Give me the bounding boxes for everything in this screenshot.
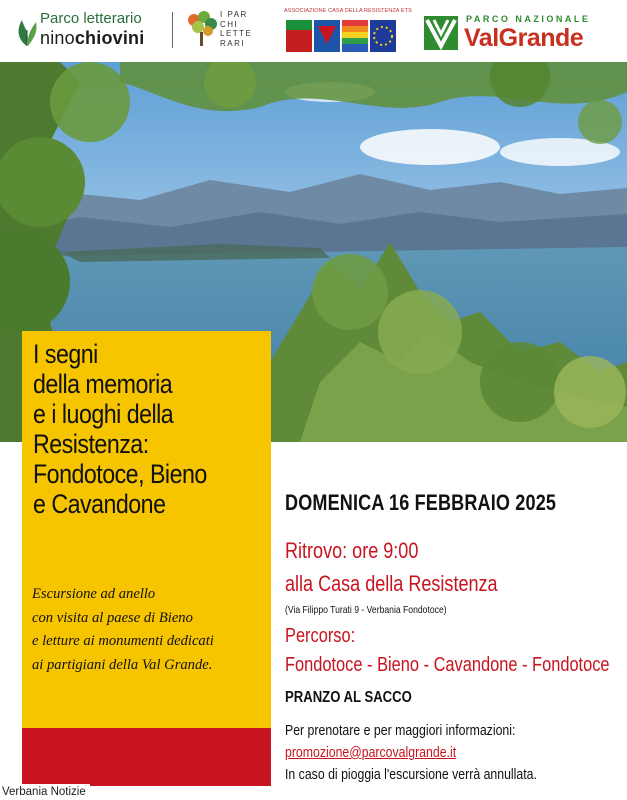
title-line: I segni — [33, 339, 98, 369]
meeting-time: Ritrovo: ore 9:00 — [285, 538, 419, 563]
description-line: con visita al paese di Bieno — [32, 609, 193, 626]
source-credit: Verbania Notizie — [0, 784, 90, 800]
booking-info: Per prenotare e per maggiori informazioni: — [285, 722, 516, 739]
logo-header — [0, 0, 627, 62]
chiovini-text: chiovini — [74, 28, 145, 48]
i-parchi-letterari-logo — [186, 10, 266, 50]
title-panel — [22, 331, 271, 728]
parco-nazionale-text: PARCO NAZIONALE — [466, 14, 591, 24]
route-heading: Percorso: — [285, 625, 356, 647]
rain-note: In caso di pioggia l'escursione verrà annullata. — [285, 766, 537, 783]
title-line: e i luoghi della — [33, 399, 174, 429]
valgrande-mark-icon — [424, 16, 458, 50]
i-parchi-letterari-text — [220, 10, 252, 48]
event-title — [33, 339, 270, 519]
route-text: Fondotoce - Bieno - Cavandone - Fondotoce — [285, 654, 610, 676]
meeting-place: alla Casa della Resistenza — [285, 571, 498, 596]
lunch-note: PRANZO AL SACCO — [285, 689, 412, 706]
ipl-line: I PAR — [220, 10, 248, 19]
valgrande-text: ValGrande — [464, 24, 584, 52]
flags-icon — [286, 20, 396, 52]
title-line: e Cavandone — [33, 489, 166, 519]
parco-letterario-text: Parco letterario — [40, 10, 142, 27]
logo-divider — [172, 12, 173, 48]
event-date: DOMENICA 16 FEBBRAIO 2025 — [285, 490, 557, 515]
casa-resistenza-caption: ASSOCIAZIONE CASA DELLA RESISTENZA ETS — [284, 8, 412, 14]
leaf-icon — [14, 16, 40, 48]
casa-resistenza-logo — [284, 8, 412, 54]
description-line: ai partigiani della Val Grande. — [32, 656, 213, 673]
title-line: Fondotoce, Bieno — [33, 459, 207, 489]
nino-text: nino — [40, 28, 75, 48]
title-line: Resistenza: — [33, 429, 149, 459]
event-description — [32, 583, 268, 677]
ipl-line: CHI — [220, 19, 239, 29]
description-line: Escursione ad anello — [32, 586, 156, 602]
parco-nazionale-logo — [424, 12, 609, 52]
nino-chiovini-text — [40, 28, 144, 49]
parco-letterario-logo — [14, 10, 174, 50]
tree-icon — [186, 10, 218, 48]
title-line: della memoria — [33, 369, 173, 399]
ipl-line: LETTE — [220, 29, 253, 38]
red-band — [22, 728, 271, 786]
booking-email-link[interactable]: promozione@parcovalgrande.it — [285, 744, 457, 761]
description-line: e letture ai monumenti dedicati — [32, 633, 214, 649]
meeting-address: (Via Filippo Turati 9 - Verbania Fondotoce) — [285, 604, 447, 616]
ipl-line: RARI — [220, 38, 246, 48]
